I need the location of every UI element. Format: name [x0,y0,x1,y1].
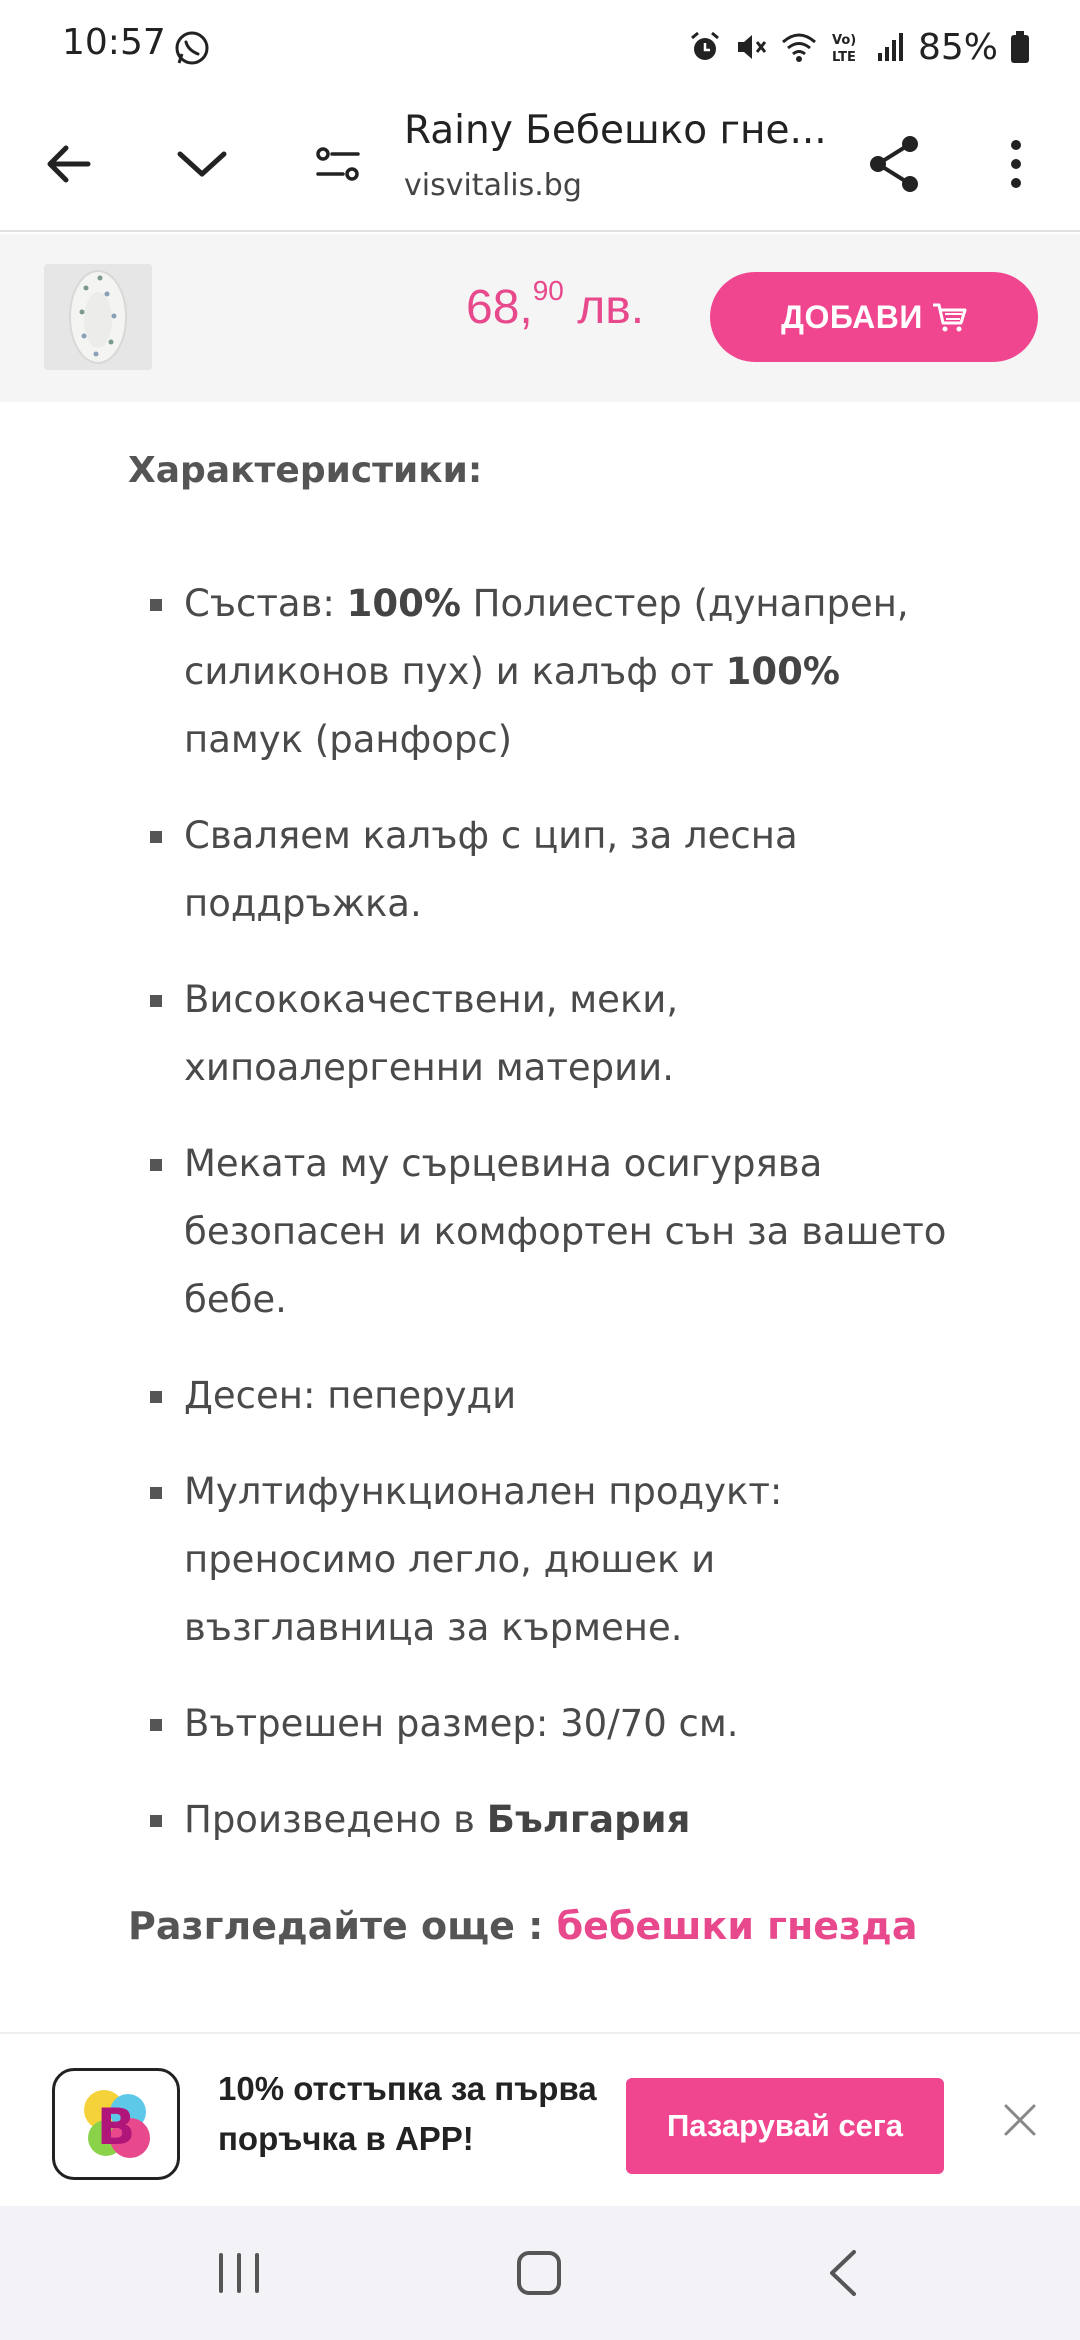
feature-text: Състав: [184,582,347,625]
svg-text:B: B [96,2098,136,2156]
product-price [466,275,645,335]
promo-text: 10% отстъпка за първа поръчка в APP! [218,2070,597,2157]
share-button[interactable] [854,124,934,204]
add-to-cart-button[interactable] [710,272,1038,362]
bullet-icon [150,599,162,611]
recent-apps-icon [215,2251,263,2295]
sticky-product-bar [0,234,1080,402]
shop-now-button[interactable]: Пазарувай сега [626,2078,944,2174]
battery-percentage: 85% [917,26,998,68]
app-logo [52,2068,180,2180]
feature-bold: 100% [725,650,840,693]
list-item [150,1690,970,1758]
bullet-icon [150,1391,162,1403]
site-settings-button[interactable] [298,124,378,204]
price-currency: лв. [563,281,645,334]
feature-text: Висококачествени, меки, хипоалергенни материи. [184,978,679,1089]
bullet-icon [150,995,162,1007]
feature-text: Мултифункционален продукт: преносимо легло, дюшек и възглавница за кърмене. [184,1470,783,1649]
chevron-down-icon [174,144,230,184]
bullet-icon [150,1487,162,1499]
feature-text: Произведено в [184,1798,487,1841]
status-time: 10:57 [62,22,166,63]
feature-text: Сваляем калъф с цип, за лесна поддръжка. [184,814,798,925]
volte-icon [830,29,864,65]
browse-more [128,1904,917,1948]
recent-apps-button[interactable] [194,2236,284,2310]
mute-icon [734,30,768,64]
more-vert-icon [1009,138,1023,190]
minimize-button[interactable] [162,124,242,204]
feature-list [150,570,970,1882]
app-promo-banner [0,2032,1080,2204]
list-item [150,802,970,938]
close-icon[interactable] [1000,2100,1040,2140]
whatsapp-icon [172,28,212,68]
list-item [150,966,970,1102]
baby-nest-image [44,264,152,370]
price-cents: 90 [532,275,564,306]
feature-bold: 100% [346,582,461,625]
page-title[interactable]: Rainy Бебешко гне... [404,108,827,153]
signal-icon [876,31,906,63]
section-title: Характеристики: [128,450,483,491]
svg-text:Vo): Vo) [831,33,857,48]
app-logo-icon [74,2082,158,2166]
add-to-cart-label: ДОБАВИ [781,298,923,335]
svg-text:LTE: LTE [831,50,856,65]
feature-text: Полиестер (дунапрен, силиконов пух) и калъф от [184,582,909,693]
home-icon [514,2248,564,2298]
bullet-icon [150,831,162,843]
product-thumbnail[interactable] [44,264,152,370]
feature-text: Вътрешен размер: 30/70 см. [184,1702,739,1745]
back-nav-button[interactable] [798,2236,888,2310]
more-options-button[interactable] [976,124,1056,204]
list-item [150,570,970,774]
feature-text: памук (ранфорс) [184,718,513,761]
bullet-icon [150,1815,162,1827]
bullet-icon [150,1719,162,1731]
alarm-icon [688,30,722,64]
site-settings-icon [312,141,364,187]
list-item [150,1362,970,1430]
status-bar [0,0,1080,96]
baby-nests-link[interactable]: бебешки гнезда [556,1904,918,1948]
wifi-icon [780,30,818,64]
system-nav-bar [0,2206,1080,2340]
back-button[interactable] [28,124,108,204]
list-item [150,1458,970,1662]
list-item [150,1786,970,1854]
list-item [150,1130,970,1334]
feature-text: Десен: пеперуди [184,1374,517,1417]
price-main: 68, [466,281,533,334]
back-nav-icon [826,2248,860,2298]
status-icons [688,22,1030,72]
browse-more-label: Разгледайте още : [128,1904,557,1948]
bullet-icon [150,1159,162,1171]
cart-icon [931,301,967,333]
back-arrow-icon [42,138,94,190]
page-url[interactable]: visvitalis.bg [404,168,582,203]
feature-text: Меката му сърцевина осигурява безопасен и комфортен сън за вашето бебе. [184,1142,947,1321]
browser-toolbar [0,96,1080,232]
home-button[interactable] [494,2236,584,2310]
feature-bold: България [486,1798,691,1841]
battery-icon [1010,30,1030,64]
share-icon [866,134,922,194]
